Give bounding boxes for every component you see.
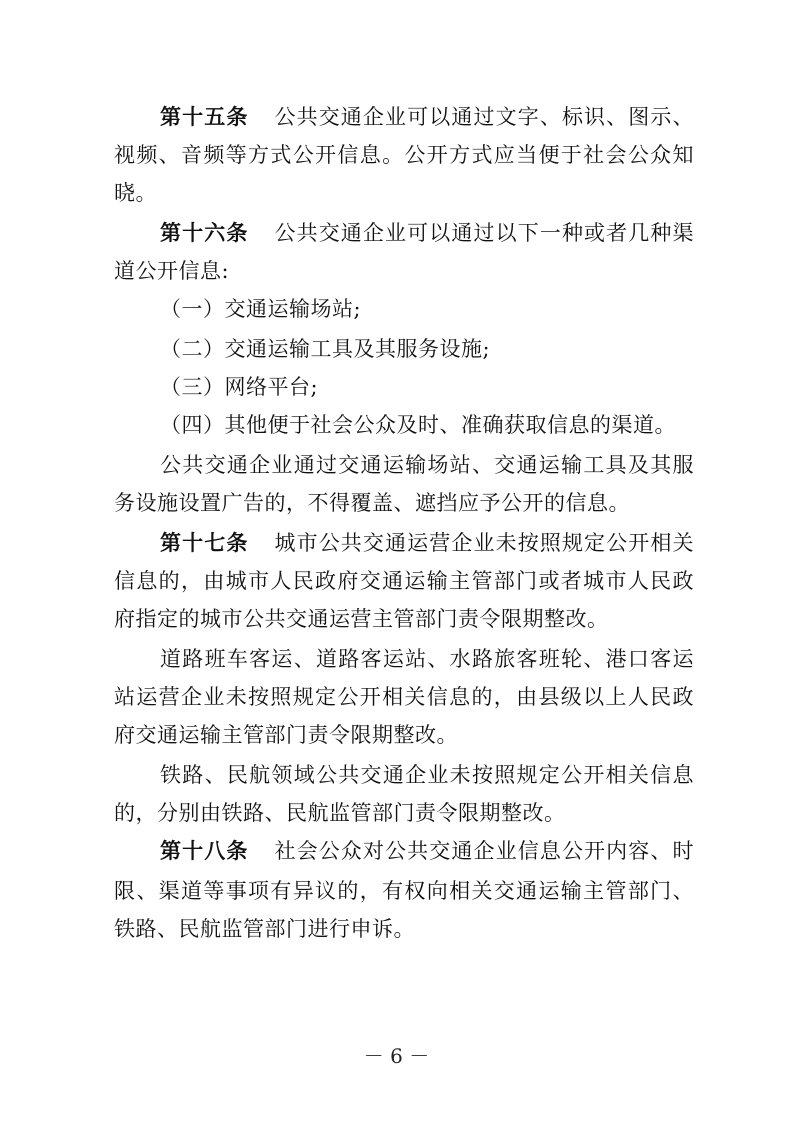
article-17-p2-line-2: 站运营企业未按照规定公开相关信息的，由县级以上人民政 (114, 685, 694, 709)
article-15-heading: 第十五条 (160, 105, 249, 129)
article-16-item-4: （四）其他便于社会公众及时、准确获取信息的渠道。 (160, 413, 676, 437)
article-18-line-1 (160, 836, 694, 866)
article-17-p3-line-2: 的，分别由铁路、民航监管部门责令限期整改。 (114, 801, 566, 825)
article-15-line-3: 晓。 (114, 181, 157, 205)
article-17-p2-line-3: 府交通运输主管部门责令限期整改。 (114, 723, 458, 747)
article-16-line-2: 道公开信息: (114, 259, 230, 283)
article-15-line-2: 视频、音频等方式公开信息。公开方式应当便于社会公众知 (114, 143, 694, 167)
article-18-heading: 第十八条 (160, 839, 249, 863)
article-16-para-line-1: 公共交通企业通过交通运输场站、交通运输工具及其服 (160, 453, 694, 477)
article-17-p3-line-1: 铁路、民航领域公共交通企业未按照规定公开相关信息 (160, 763, 694, 787)
article-16-item-2: （二）交通运输工具及其服务设施; (160, 337, 491, 361)
page-number: － 6 － (363, 1044, 430, 1068)
article-17-heading: 第十七条 (160, 531, 249, 555)
article-17-text-1: 城市公共交通运营企业未按照规定公开相关 (274, 531, 695, 555)
article-17-line-2: 信息的，由城市人民政府交通运输主管部门或者城市人民政 (114, 569, 694, 593)
article-16-text-1: 公共交通企业可以通过以下一种或者几种渠 (274, 221, 695, 245)
article-15-line-1 (160, 102, 694, 132)
article-16-line-1 (160, 218, 694, 248)
article-16-item-1: （一）交通运输场站; (160, 297, 362, 321)
article-17-line-1 (160, 528, 694, 558)
article-17-line-3: 府指定的城市公共交通运营主管部门责令限期整改。 (114, 607, 609, 631)
article-18-line-2: 限、渠道等事项有异议的，有权向相关交通运输主管部门、 (114, 879, 694, 903)
article-17-p2-line-1: 道路班车客运、道路客运站、水路旅客班轮、港口客运 (160, 647, 694, 671)
article-16-para-line-2: 务设施设置广告的，不得覆盖、遮挡应予公开的信息。 (114, 491, 630, 515)
article-18-text-1: 社会公众对公共交通企业信息公开内容、时 (274, 839, 695, 863)
article-15-text-1: 公共交通企业可以通过文字、标识、图示、 (274, 105, 695, 129)
article-16-heading: 第十六条 (160, 221, 249, 245)
article-18-line-3: 铁路、民航监管部门进行申诉。 (114, 917, 415, 941)
article-16-item-3: （三）网络平台; (160, 375, 319, 399)
